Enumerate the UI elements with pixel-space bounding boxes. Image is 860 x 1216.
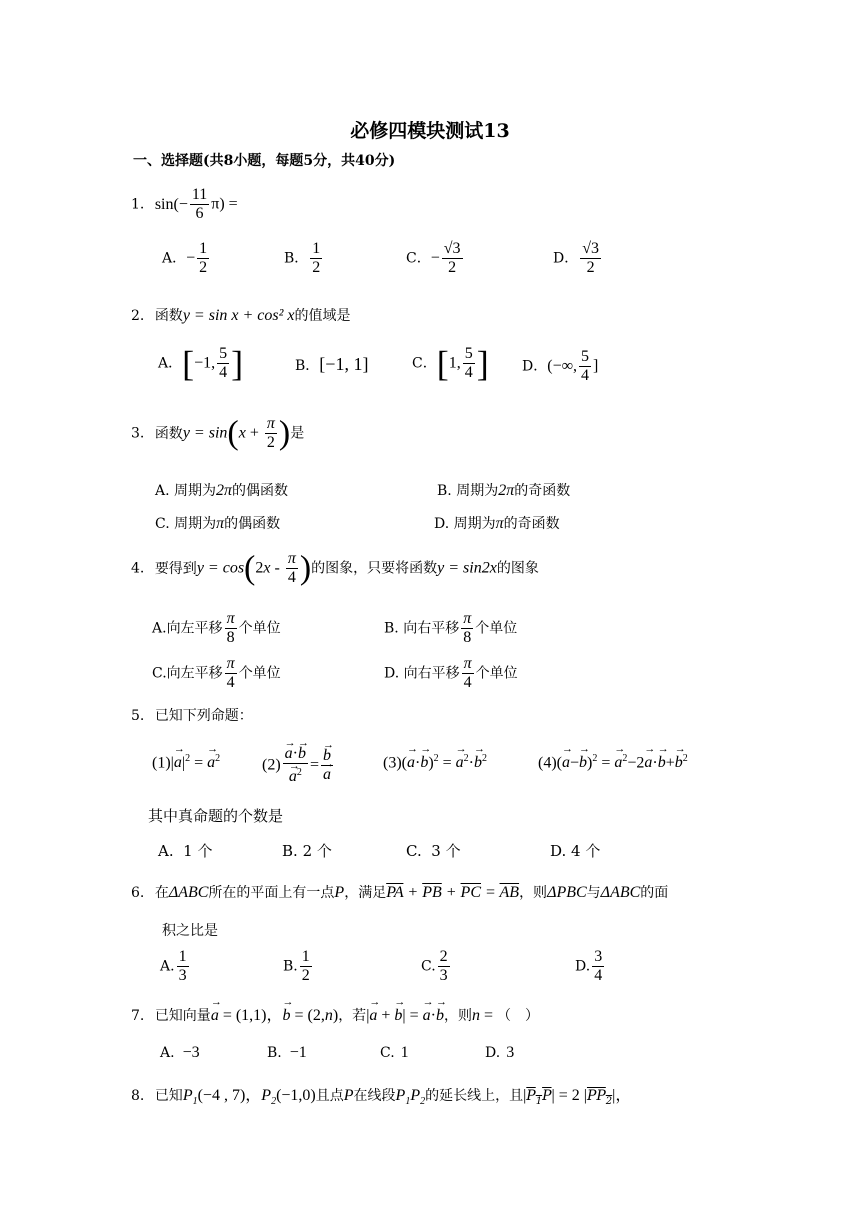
q1-stem: sin(− [154, 195, 188, 213]
q5-proposition-2: (2) → a·→ b → $a^2$ = → b → a [262, 745, 335, 786]
q2-option-d: D．(−∞, $\frac{5}{4}$ ] [522, 348, 599, 384]
q6-option-d: D. $\frac{3}{4}$ [575, 948, 603, 984]
q5-option-d: D. 4 个 [550, 842, 601, 860]
q5-option-c: C. 3 个 [406, 842, 461, 860]
q5-proposition-4: $(4)(\to a-\to b)^2$ = → $a^2-2\to a\cdot\to b+\to b^2$ [538, 753, 688, 772]
question-5: 5. 已知下列命题： [131, 708, 253, 724]
q2-option-a: A．[−1, $\frac{5}{4}$ ] [158, 343, 244, 384]
question-8: 8. 已知$P_1(-4$ , 7)，$P_2(-1,0)$且点P在线段$P_1P_2$的延长线上，且$|P_1P| = 2$ $|PP_2|$， [131, 1087, 632, 1108]
q1-option-a: A．− $\frac{1}{2}$ [162, 240, 208, 276]
q6-option-c: C. $\frac{2}{3}$ [421, 948, 448, 984]
q7-option-d: D. 3 [485, 1044, 515, 1061]
q1-option-c: C．− $\frac{√3}{2}$ [406, 240, 461, 276]
question-6: 6. 在ΔABC所在的平面上有一点P，满足$\overline{PA} + \overline{PB} + \overline{PC} = \overline{AB}$，则ΔPBC与ΔABC的面 [131, 884, 669, 901]
q2-option-b: B．[−1, 1] [295, 354, 369, 374]
q1-fraction: $\frac{11}{6}$ [191, 186, 208, 222]
q4-option-c: C.向左平移 $\frac{\pi}{4}$ 个单位 [152, 655, 281, 691]
question-3: 3. 函数y = sin(x + $\frac{\pi}{2}$ )是 [131, 414, 305, 452]
q4-option-d: D. 向右平移 $\frac{\pi}{4}$ 个单位 [384, 655, 518, 691]
question-number: 1. [131, 196, 145, 213]
q3-option-b: B. 周期为2π的奇函数 [437, 482, 571, 499]
q3-option-c: C. 周期为π的偶函数 [155, 515, 281, 532]
q1-stem-tail: π) = [211, 195, 238, 213]
q5-proposition-3: $(3)(\to a\cdot\to b)^2$ = → $a^2\cdot\to b^2$ [383, 753, 487, 772]
question-7: 7. 已知向量→ a = (1,1)，→ b = (2,n)，若|→ a + → b| = → a·→ b，则n = （ ） [131, 1002, 539, 1025]
q6-option-a: A. $\frac{1}{3}$ [160, 948, 187, 984]
q7-option-b: B. −1 [267, 1044, 307, 1061]
q4-option-b: B. 向右平移 $\frac{\pi}{8}$ 个单位 [384, 610, 518, 646]
q6-option-b: B. $\frac{1}{2}$ [283, 948, 310, 984]
section-heading: 一、选择题(共8小题，每题5分，共40分) [133, 153, 396, 169]
q1-option-b: B． $\frac{1}{2}$ [284, 240, 321, 276]
q5-proposition-1: $(1)|\to a|^2$ = → $a^2$ [152, 753, 220, 772]
q6-line-2: 积之比是 [162, 923, 218, 939]
q5-option-b: B. 2 个 [282, 842, 332, 860]
q5-option-a: A. 1 个 [158, 842, 213, 860]
question-1 [131, 186, 238, 223]
question-4: 4. 要得到y = cos(2x - $\frac{\pi}{4}$ )的图象，只要将函数y = sin2x的图象 [131, 549, 539, 587]
page-title: 必修四模块测试13 [350, 120, 510, 142]
q2-option-c: C．[1, $\frac{5}{4}$ ] [412, 343, 489, 384]
q5-tail: 其中真命题的个数是 [148, 807, 284, 825]
q7-option-c: C. 1 [380, 1044, 409, 1061]
q3-option-d: D. 周期为π的奇函数 [434, 515, 560, 532]
question-2: 2. 函数y = sin x + cos² x的值域是 [131, 307, 351, 324]
q4-option-a: A.向左平移 $\frac{\pi}{8}$ 个单位 [152, 610, 281, 646]
q1-option-d: D． $\frac{√3}{2}$ [553, 240, 600, 276]
q3-option-a: A. 周期为2π的偶函数 [155, 482, 289, 499]
q7-option-a: A. −3 [160, 1044, 200, 1061]
